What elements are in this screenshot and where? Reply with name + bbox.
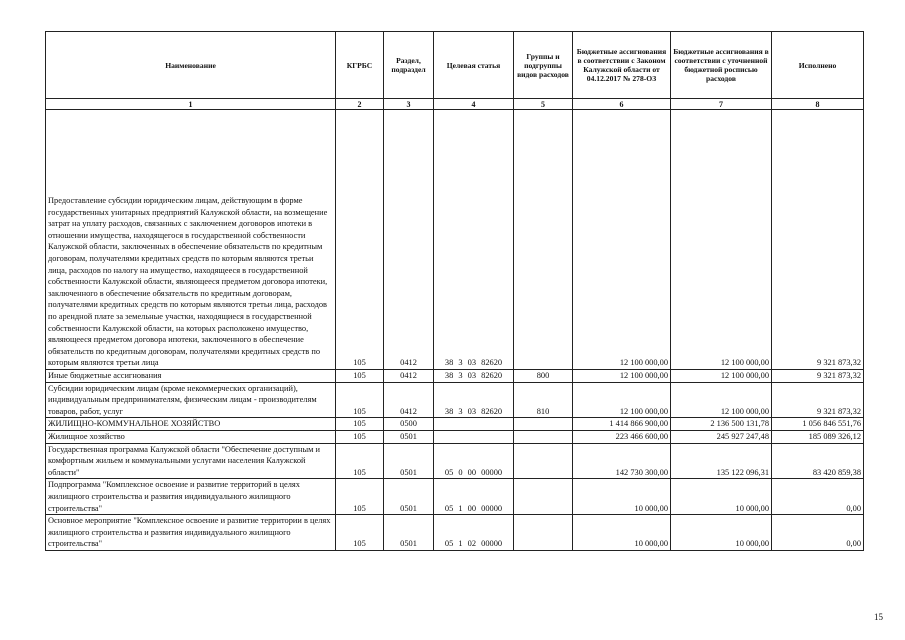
row-name: Иные бюджетные ассигнования bbox=[46, 370, 336, 383]
row-refined: 12 100 000,00 bbox=[671, 370, 772, 383]
row-section: 0501 bbox=[384, 443, 434, 479]
row-law: 10 000,00 bbox=[573, 515, 671, 551]
row-refined: 245 927 247,48 bbox=[671, 430, 772, 443]
row-executed: 0,00 bbox=[772, 515, 864, 551]
row-refined: 135 122 096,31 bbox=[671, 443, 772, 479]
row-group: 800 bbox=[514, 370, 573, 383]
row-section: 0412 bbox=[384, 110, 434, 370]
row-executed: 9 321 873,32 bbox=[772, 370, 864, 383]
row-law: 12 100 000,00 bbox=[573, 370, 671, 383]
row-group: 810 bbox=[514, 382, 573, 418]
row-law: 223 466 600,00 bbox=[573, 430, 671, 443]
row-name: Подпрограмма "Комплексное освоение и развитие территорий в целях жилищного строительства и развития индивидуального жилищного строительства" bbox=[46, 479, 336, 515]
row-refined: 10 000,00 bbox=[671, 479, 772, 515]
row-kgrbs: 105 bbox=[336, 382, 384, 418]
row-kgrbs: 105 bbox=[336, 370, 384, 383]
row-executed: 185 089 326,12 bbox=[772, 430, 864, 443]
column-number: 5 bbox=[514, 99, 573, 110]
column-number: 7 bbox=[671, 99, 772, 110]
table-row bbox=[46, 382, 864, 418]
header-name: Наименование bbox=[46, 32, 336, 99]
header-executed: Исполнено bbox=[772, 32, 864, 99]
row-kgrbs: 105 bbox=[336, 479, 384, 515]
row-section: 0500 bbox=[384, 418, 434, 431]
row-group bbox=[514, 443, 573, 479]
row-name: Основное мероприятие "Комплексное освоение и развитие территории в целях жилищного строительства и развития индивидуального жилищного строительства" bbox=[46, 515, 336, 551]
column-number: 4 bbox=[434, 99, 514, 110]
row-group bbox=[514, 479, 573, 515]
header-target: Целевая статья bbox=[434, 32, 514, 99]
row-law: 1 414 866 900,00 bbox=[573, 418, 671, 431]
row-section: 0501 bbox=[384, 515, 434, 551]
row-section: 0412 bbox=[384, 370, 434, 383]
header-kgrbs: КГРБС bbox=[336, 32, 384, 99]
row-law: 10 000,00 bbox=[573, 479, 671, 515]
table-row bbox=[46, 430, 864, 443]
row-name: ЖИЛИЩНО-КОММУНАЛЬНОЕ ХОЗЯЙСТВО bbox=[46, 418, 336, 431]
row-refined: 10 000,00 bbox=[671, 515, 772, 551]
column-number: 1 bbox=[46, 99, 336, 110]
table-row bbox=[46, 418, 864, 431]
row-name: Субсидии юридическим лицам (кроме некоммерческих организаций), индивидуальным предпринимателям, физическим лицам - производителям товаров, работ, услуг bbox=[46, 382, 336, 418]
row-refined: 12 100 000,00 bbox=[671, 382, 772, 418]
row-group bbox=[514, 515, 573, 551]
row-law: 142 730 300,00 bbox=[573, 443, 671, 479]
column-number: 6 bbox=[573, 99, 671, 110]
column-number: 3 bbox=[384, 99, 434, 110]
column-number: 8 bbox=[772, 99, 864, 110]
row-group bbox=[514, 418, 573, 431]
row-target: 05 1 00 00000 bbox=[434, 479, 514, 515]
header-section: Раздел, подраздел bbox=[384, 32, 434, 99]
table-row bbox=[46, 479, 864, 515]
row-group bbox=[514, 110, 573, 370]
row-kgrbs: 105 bbox=[336, 430, 384, 443]
row-target bbox=[434, 418, 514, 431]
row-section: 0412 bbox=[384, 382, 434, 418]
row-executed: 1 056 846 551,76 bbox=[772, 418, 864, 431]
row-executed: 0,00 bbox=[772, 479, 864, 515]
row-name: Государственная программа Калужской области "Обеспечение доступным и комфортным жильем и коммунальными услугами населения Калужской области" bbox=[46, 443, 336, 479]
row-target: 38 3 03 82620 bbox=[434, 370, 514, 383]
row-executed: 9 321 873,32 bbox=[772, 382, 864, 418]
row-kgrbs: 105 bbox=[336, 515, 384, 551]
row-law: 12 100 000,00 bbox=[573, 110, 671, 370]
page-number: 15 bbox=[874, 612, 883, 622]
column-number: 2 bbox=[336, 99, 384, 110]
row-name: Предоставление субсидии юридическим лицам, действующим в форме государственных унитарных предприятий Калужской области, на возмещение затрат на уплату расходов, связанных с заключением договоров ипотеки в отношении имущества, находящегося в государственной собственности Калужской области, заключенных в обеспечение обязательств по кредитным договорам, получателями кредитных средств по которым являются третьи лица, расходов по налогу на имущество, находящееся в государственной собственности Калужской области, являющееся предметом договора ипотеки, заключенного в обеспечение обязательств по кредитным договорам, получателями кредитных средств по которым являются третьи лица, расходов по арендной плате за земельные участки, находящиеся в государственной собственности Калужской области, на которых расположено имущество, являющееся предметом договора ипотеки, заключенного в обеспечение обязательств по кредитным договорам, получателями кредитных средств по которым являются третьи лица bbox=[46, 110, 336, 370]
row-target: 38 3 03 82620 bbox=[434, 382, 514, 418]
row-target: 38 3 03 82620 bbox=[434, 110, 514, 370]
row-name: Жилищное хозяйство bbox=[46, 430, 336, 443]
row-target: 05 1 02 00000 bbox=[434, 515, 514, 551]
budget-table bbox=[45, 31, 864, 551]
row-kgrbs: 105 bbox=[336, 443, 384, 479]
table-row bbox=[46, 443, 864, 479]
row-refined: 12 100 000,00 bbox=[671, 110, 772, 370]
header-groups: Группы и подгруппы видов расходов bbox=[514, 32, 573, 99]
row-group bbox=[514, 430, 573, 443]
header-refined: Бюджетные ассигнования в соответствии с уточненной бюджетной росписью расходов bbox=[671, 32, 772, 99]
row-section: 0501 bbox=[384, 430, 434, 443]
table-row bbox=[46, 110, 864, 370]
row-refined: 2 136 500 131,78 bbox=[671, 418, 772, 431]
row-kgrbs: 105 bbox=[336, 418, 384, 431]
table-row bbox=[46, 370, 864, 383]
row-target bbox=[434, 430, 514, 443]
row-executed: 9 321 873,32 bbox=[772, 110, 864, 370]
row-section: 0501 bbox=[384, 479, 434, 515]
row-law: 12 100 000,00 bbox=[573, 382, 671, 418]
row-kgrbs: 105 bbox=[336, 110, 384, 370]
table-row bbox=[46, 515, 864, 551]
column-number-row bbox=[46, 99, 864, 110]
header-law: Бюджетные ассигнования в соответствии с Законом Калужской области от 04.12.2017 № 278-ОЗ bbox=[573, 32, 671, 99]
row-target: 05 0 00 00000 bbox=[434, 443, 514, 479]
header-row bbox=[46, 32, 864, 99]
row-executed: 83 420 859,38 bbox=[772, 443, 864, 479]
